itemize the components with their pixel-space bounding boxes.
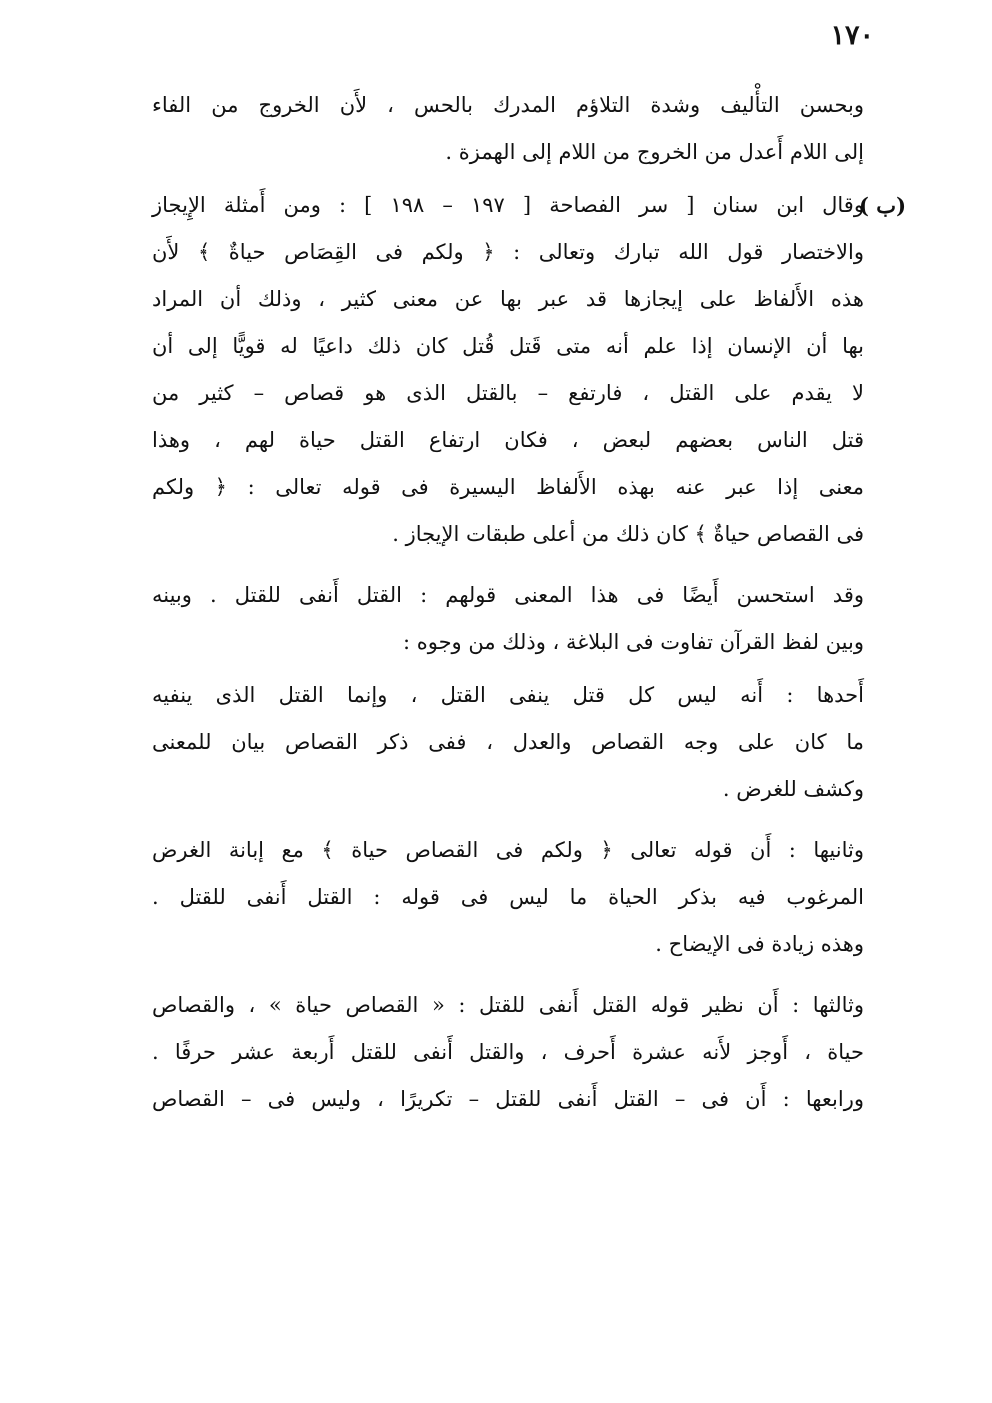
page-number: ١٧٠ bbox=[830, 20, 874, 51]
text-line: وبحسن التأْليف وشدة التلاؤم المدرك بالحس ، لأَن الخروج من الفاء bbox=[152, 93, 864, 117]
text-line: والاختصار قول الله تبارك وتعالى : ﴿ ولكم فى القِصَاص حياةٌ ﴾ لأَن bbox=[152, 240, 864, 264]
text-line: المرغوب فيه بذكر الحياة ما ليس فى قوله : القتل أَنفى للقتل . bbox=[152, 885, 864, 909]
text-line: لا يقدم على القتل ، فارتفع – بالقتل الذى هو قصاص – كثير من bbox=[152, 381, 864, 405]
text-line: حياة ، أَوجز لأَنه عشرة أَحرف ، والقتل أَنفى للقتل أَربعة عشر حرفًا . bbox=[152, 1040, 864, 1064]
paragraph bbox=[152, 982, 864, 1123]
text-line: أَحدها : أَنه ليس كل قتل ينفى القتل ، وإنما القتل الذى ينفيه bbox=[152, 683, 864, 707]
text-line: إلى اللام أَعدل من الخروج من اللام إلى الهمزة . bbox=[445, 140, 864, 164]
paragraph bbox=[152, 672, 864, 813]
text-line: وهذه زيادة فى الإيضاح . bbox=[655, 932, 864, 956]
paragraph bbox=[152, 572, 864, 666]
page-body bbox=[152, 82, 906, 1123]
text-line: وثالثها : أَن نظير قوله القتل أَنفى للقتل : « القصاص حياة » ، والقصاص bbox=[152, 993, 864, 1017]
text-line: وقال ابن سنان [ سر الفصاحة [ ١٩٧ – ١٩٨ ] : ومن أَمثلة الإِيجاز bbox=[152, 193, 864, 217]
text-line: ما كان على وجه القصاص والعدل ، ففى ذكر القصاص بيان للمعنى bbox=[152, 730, 864, 754]
paragraph bbox=[152, 827, 864, 968]
paragraph-b bbox=[152, 182, 906, 558]
text-line: معنى إذا عبر عنه بهذه الأَلفاظ اليسيرة فى قوله تعالى : ﴿ ولكم bbox=[152, 475, 864, 499]
paragraph bbox=[152, 82, 864, 176]
text-line: وكشف للغرض . bbox=[722, 777, 864, 801]
text-line: وقد استحسن أَيضًا فى هذا المعنى قولهم : القتل أَنفى للقتل . وبينه bbox=[152, 583, 864, 607]
text-line: ورابعها : أَن فى – القتل أَنفى للقتل – تكريرًا ، وليس فى – القصاص bbox=[152, 1087, 864, 1111]
section-marker: (ب ) bbox=[859, 193, 906, 218]
text-line: فى القصاص حياةٌ ﴾ كان ذلك من أعلى طبقات الإيجاز . bbox=[392, 522, 864, 546]
text-line: وبين لفظ القرآن تفاوت فى البلاغة ، وذلك من وجوه : bbox=[402, 630, 864, 654]
text-line: بها أن الإنسان إذا علم أنه متى قَتل قُتل كان ذلك داعيًا له قويًّا إلى أن bbox=[152, 334, 864, 358]
text-line: هذه الأَلفاظ على إيجازها قد عبر بها عن معنى كثير ، وذلك أن المراد bbox=[152, 287, 864, 311]
text-line: قتل الناس بعضهم لبعض ، فكان ارتفاع القتل حياة لهم ، وهذا bbox=[152, 428, 864, 452]
text-line: وثانيها : أَن قوله تعالى ﴿ ولكم فى القصاص حياة ﴾ مع إبانة الغرض bbox=[152, 838, 864, 862]
